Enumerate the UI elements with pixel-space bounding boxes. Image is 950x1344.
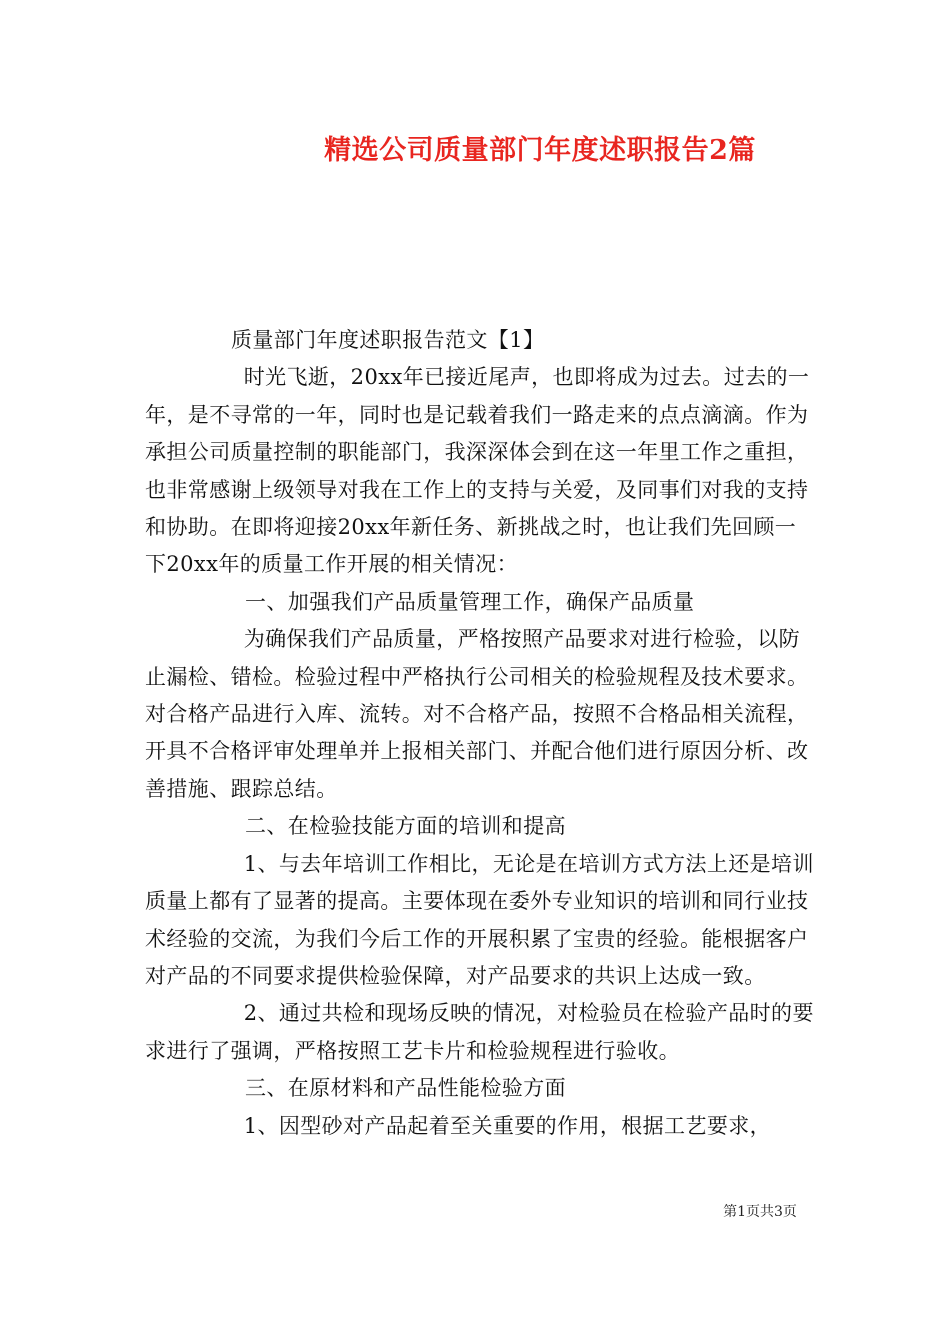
section-heading-1: 一、加强我们产品质量管理工作，确保产品质量 bbox=[245, 589, 695, 614]
section-subtitle: 质量部门年度述职报告范文【1】 bbox=[231, 328, 545, 352]
paragraph-section-2-item-2: 2、通过共检和现场反映的情况，对检验员在检验产品时的要求进行了强调，严格按照工艺卡片和检验规程进行验收。 bbox=[145, 1001, 814, 1063]
section-heading-2: 二、在检验技能方面的培训和提高 bbox=[245, 814, 566, 839]
section-heading-3: 三、在原材料和产品性能检验方面 bbox=[245, 1076, 566, 1101]
paragraph-section-3-item-1: 1、因型砂对产品起着至关重要的作用，根据工艺要求， bbox=[243, 1113, 772, 1138]
paragraph-intro: 时光飞逝，20xx年已接近尾声，也即将成为过去。过去的一年，是不寻常的一年，同时也是记载着我们一路走来的点点滴滴。作为承担公司质量控制的职能部门，我深深体会到在这一年里工作之重担，也非常感谢上级领导对我在工作上的支持与关爱，及同事们对我的支持和协助。在即将迎接20xx年新任务、新挑战之时，也让我们先回顾一下20xx年的质量工作开展的相关情况： bbox=[145, 365, 810, 577]
paragraph-section-2-item-1: 1、与去年培训工作相比，无论是在培训方式方法上还是培训质量上都有了显著的提高。主要体现在委外专业知识的培训和同行业技术经验的交流，为我们今后工作的开展积累了宝贵的经验。能根据客户对产品的不同要求提供检验保障，对产品要求的共识上达成一致。 bbox=[145, 851, 814, 988]
paragraph-section-1: 为确保我们产品质量，严格按照产品要求对进行检验，以防止漏检、错检。检验过程中严格执行公司相关的检验规程及技术要求。对合格产品进行入库、流转。对不合格产品，按照不合格品相关流程，开具不合格评审处理单并上报相关部门、并配合他们进行原因分析、改善措施、跟踪总结。 bbox=[145, 627, 809, 801]
document-title: 精选公司质量部门年度述职报告2篇 bbox=[324, 135, 756, 166]
document-body bbox=[145, 322, 815, 1145]
page-indicator: 第1页共3页 bbox=[723, 1204, 797, 1220]
